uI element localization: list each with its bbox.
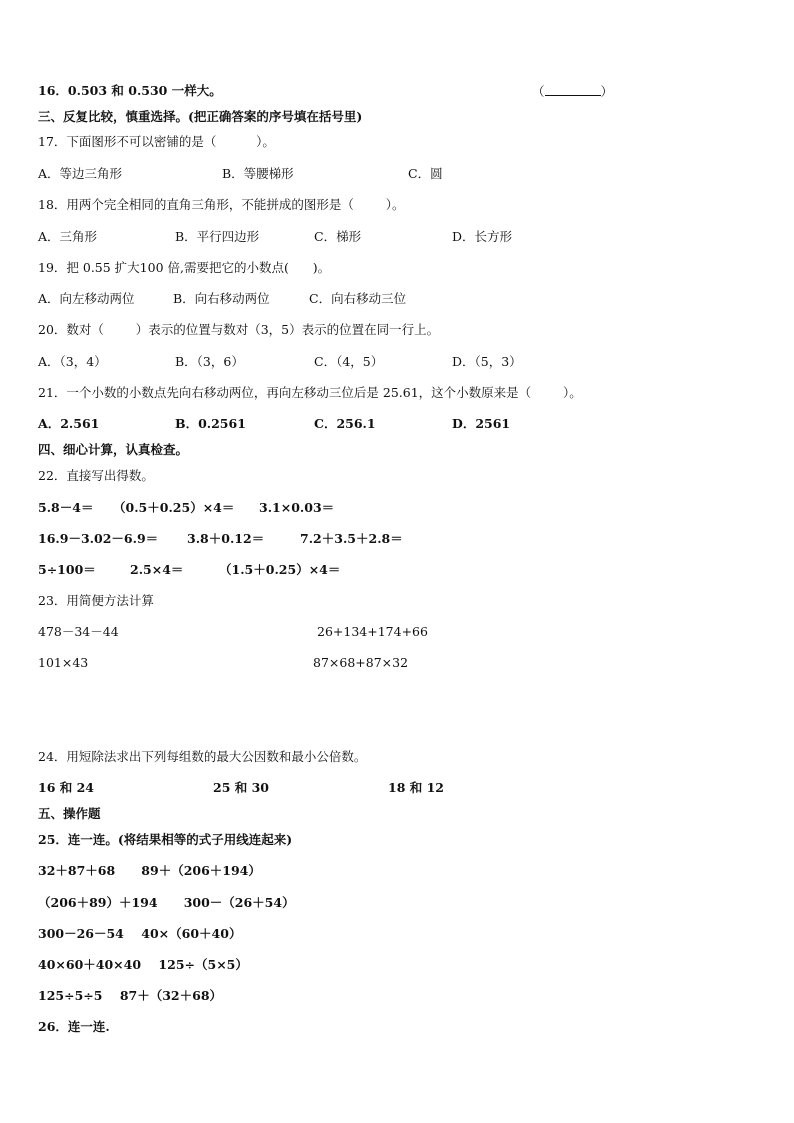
q22-r3-item-2: 2.5×4＝ xyxy=(130,562,184,577)
q25-row-1: 32＋87＋68 89＋（206＋194） xyxy=(38,863,261,878)
q20-option-a: A．（3，4） xyxy=(38,354,107,369)
q17-stem: 17．下面图形不可以密铺的是（ ）。 xyxy=(38,134,275,149)
q21-option-b: B．0.2561 xyxy=(175,416,246,431)
q23-item-3: 101×43 xyxy=(38,655,89,670)
q16-text: 16．0.503 和 0.530 一样大。 xyxy=(38,83,222,98)
q19-option-c: C．向右移动三位 xyxy=(309,291,407,306)
q20-option-d: D．（5，3） xyxy=(452,354,522,369)
q24-item-3: 18 和 12 xyxy=(388,780,444,795)
q16-blank-line xyxy=(545,84,601,96)
q16-close-paren: ） xyxy=(600,84,614,99)
q20-option-c: C．（4，5） xyxy=(314,354,384,369)
q21-option-c: C．256.1 xyxy=(314,416,376,431)
q23-stem: 23．用简便方法计算 xyxy=(38,593,154,608)
q21-option-d: D．2561 xyxy=(452,416,511,431)
q21-option-a: A．2.561 xyxy=(38,416,100,431)
q22-r1-item-3: 3.1×0.03＝ xyxy=(259,500,335,515)
q18-option-c: C．梯形 xyxy=(314,229,362,244)
q18-stem: 18．用两个完全相同的直角三角形，不能拼成的图形是（ ）。 xyxy=(38,197,405,212)
q18-option-a: A．三角形 xyxy=(38,229,98,244)
q25-stem: 25．连一连。(将结果相等的式子用线连起来) xyxy=(38,832,293,847)
q22-stem: 22．直接写出得数。 xyxy=(38,468,154,483)
q23-item-2: 26+134+174+66 xyxy=(317,624,428,639)
q25-row-3: 300－26－54 40×（60＋40） xyxy=(38,926,242,941)
q19-stem: 19．把 0.55 扩大100 倍,需要把它的小数点( )。 xyxy=(38,260,331,275)
section-4-heading: 四、细心计算，认真检查。 xyxy=(38,442,189,457)
q23-item-1: 478－34－44 xyxy=(38,624,119,639)
q24-item-1: 16 和 24 xyxy=(38,780,94,795)
q17-option-b: B．等腰梯形 xyxy=(222,166,294,181)
q22-r1-item-2: （0.5＋0.25）×4＝ xyxy=(113,500,235,515)
q24-item-2: 25 和 30 xyxy=(213,780,269,795)
q25-row-2: （206＋89）＋194 300－（26＋54） xyxy=(38,895,295,910)
q20-option-b: B．（3，6） xyxy=(175,354,244,369)
q22-r2-item-2: 3.8＋0.12＝ xyxy=(187,531,265,546)
q22-r3-item-1: 5÷100＝ xyxy=(38,562,96,577)
q22-r3-item-3: （1.5＋0.25）×4＝ xyxy=(219,562,341,577)
section-3-heading: 三、反复比较，慎重选择。(把正确答案的序号填在括号里) xyxy=(38,109,363,124)
q22-r1-item-1: 5.8－4＝ xyxy=(38,500,94,515)
q19-option-b: B．向右移动两位 xyxy=(173,291,270,306)
q25-row-4: 40×60＋40×40 125÷（5×5） xyxy=(38,957,248,972)
q17-option-a: A．等边三角形 xyxy=(38,166,123,181)
q20-stem: 20．数对（ ）表示的位置与数对（3，5）表示的位置在同一行上。 xyxy=(38,322,440,337)
section-5-heading: 五、操作题 xyxy=(38,806,101,821)
q21-stem: 21．一个小数的小数点先向右移动两位，再向左移动三位后是 25.61，这个小数原来是（ ）。 xyxy=(38,385,582,400)
q23-item-4: 87×68+87×32 xyxy=(313,655,409,670)
q16-answer-blank[interactable] xyxy=(532,82,613,100)
q24-stem: 24．用短除法求出下列每组数的最大公因数和最小公倍数。 xyxy=(38,749,367,764)
q16-open-paren: （ xyxy=(532,84,545,99)
q25-row-5: 125÷5÷5 87＋（32＋68） xyxy=(38,988,223,1003)
q17-option-c: C．圆 xyxy=(408,166,443,181)
q22-r2-item-3: 7.2＋3.5＋2.8＝ xyxy=(300,531,403,546)
q18-option-d: D．长方形 xyxy=(452,229,513,244)
q18-option-b: B．平行四边形 xyxy=(175,229,260,244)
q19-option-a: A．向左移动两位 xyxy=(38,291,135,306)
q22-r2-item-1: 16.9－3.02－6.9＝ xyxy=(38,531,159,546)
q26-stem: 26．连一连. xyxy=(38,1019,110,1034)
